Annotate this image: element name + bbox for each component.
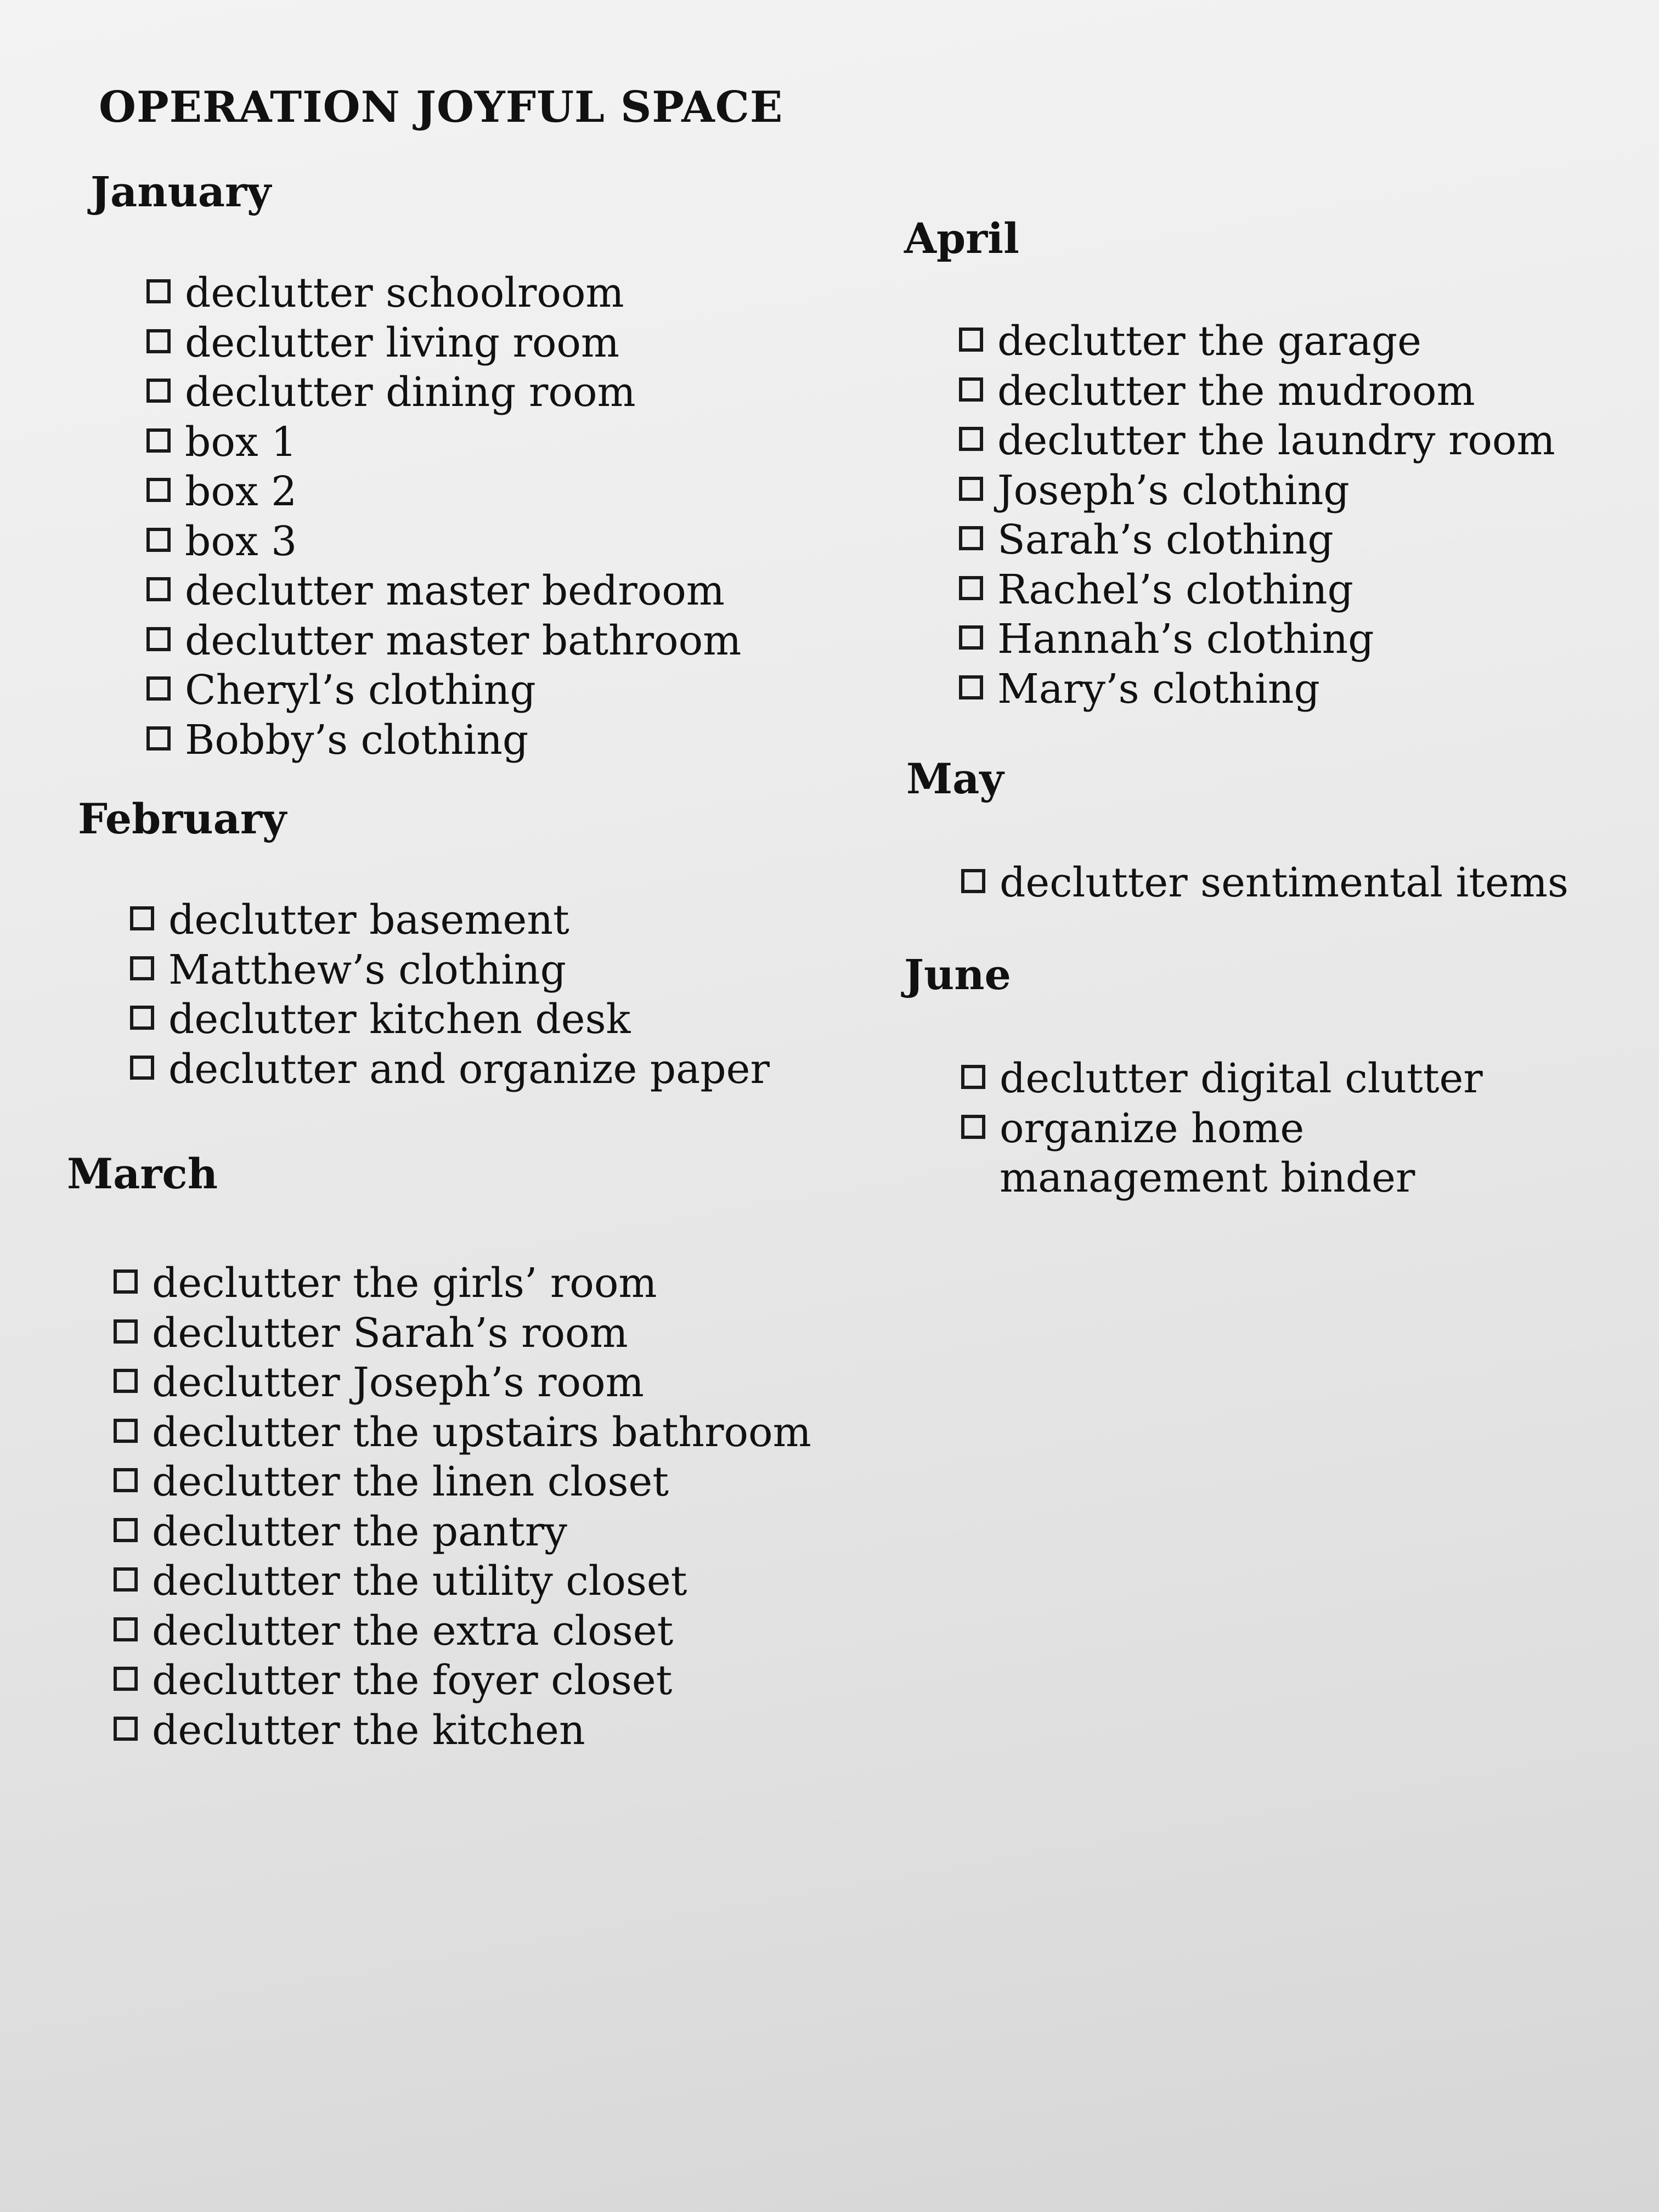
checkbox[interactable]	[146, 676, 171, 701]
checklist-item	[959, 466, 1555, 516]
checklist-item	[961, 1104, 1548, 1203]
checklist-item	[114, 1706, 811, 1756]
checkbox[interactable]	[146, 428, 171, 453]
section-june	[904, 950, 1548, 1203]
checklist-item	[114, 1259, 811, 1308]
checklist-item	[146, 368, 741, 417]
checklist-item	[959, 515, 1555, 565]
month-heading-april: April	[904, 214, 1019, 263]
checkbox[interactable]	[146, 478, 171, 502]
checklist-item-label: organize home management binder	[1000, 1104, 1415, 1201]
checklist-item	[114, 1408, 811, 1458]
checkbox[interactable]	[959, 427, 983, 451]
checklist-june	[961, 1054, 1548, 1203]
checkbox[interactable]	[114, 1667, 138, 1691]
checklist-item	[959, 416, 1555, 466]
page-title: OPERATION JOYFUL SPACE	[99, 82, 783, 132]
checklist-item-label: declutter Sarah’s room	[152, 1309, 628, 1357]
checklist-january	[146, 268, 741, 765]
checklist-item	[959, 614, 1555, 664]
checklist-item-label: declutter dining room	[185, 369, 636, 416]
checklist-item-label: Joseph’s clothing	[997, 466, 1350, 514]
checklist-item-label: declutter the linen closet	[152, 1458, 669, 1505]
checkbox[interactable]	[130, 906, 154, 930]
checklist-item-label: Rachel’s clothing	[997, 566, 1353, 613]
checkbox[interactable]	[961, 1065, 985, 1089]
checkbox[interactable]	[130, 1006, 154, 1030]
checklist-item	[146, 268, 741, 318]
checklist-item-label: declutter living room	[185, 319, 620, 366]
checklist-item-label: box 2	[185, 468, 297, 515]
checklist-item-label: box 1	[185, 418, 297, 466]
checklist-item-label: box 3	[185, 517, 297, 565]
checkbox[interactable]	[146, 379, 171, 403]
checklist-item	[114, 1656, 811, 1706]
checklist-item	[114, 1556, 811, 1606]
checklist-item	[114, 1606, 811, 1656]
checklist-item-label: Hannah’s clothing	[997, 616, 1374, 663]
checklist-item	[959, 565, 1555, 615]
checklist-item-label: declutter schoolroom	[185, 269, 624, 317]
section-april	[904, 214, 1555, 714]
checkbox[interactable]	[114, 1617, 138, 1641]
checkbox[interactable]	[961, 1115, 985, 1139]
checklist-item-label: declutter digital clutter	[1000, 1055, 1483, 1102]
checklist-item-label: declutter sentimental items	[1000, 859, 1568, 906]
checklist-item	[146, 417, 741, 467]
month-heading-may: May	[906, 754, 1004, 803]
checklist-item	[114, 1308, 811, 1358]
checklist-item-label: declutter the mudroom	[997, 367, 1475, 415]
checkbox[interactable]	[114, 1518, 138, 1542]
checkbox[interactable]	[114, 1468, 138, 1492]
section-january	[91, 167, 741, 765]
checklist-item-label: Matthew’s clothing	[168, 946, 566, 994]
checklist-item-label: declutter the laundry room	[997, 417, 1555, 464]
checklist-item	[146, 715, 741, 765]
checkbox[interactable]	[114, 1269, 138, 1294]
checkbox[interactable]	[959, 328, 983, 352]
checklist-item	[130, 945, 770, 995]
checklist-item	[114, 1358, 811, 1408]
month-heading-february: February	[78, 794, 287, 843]
checklist-item	[146, 616, 741, 666]
checklist-item	[959, 317, 1555, 366]
checkbox[interactable]	[146, 577, 171, 601]
checklist-item	[130, 1045, 770, 1094]
checklist-item	[959, 366, 1555, 416]
checklist-item	[146, 566, 741, 616]
checklist-item	[146, 665, 741, 715]
checklist-item-label: declutter the foyer closet	[152, 1657, 673, 1704]
checklist-item	[114, 1507, 811, 1557]
checklist-april	[959, 317, 1555, 714]
checklist-item-label: declutter the pantry	[152, 1508, 567, 1555]
checkbox[interactable]	[114, 1419, 138, 1443]
checklist-item	[959, 664, 1555, 714]
checklist-item-label: declutter the upstairs bathroom	[152, 1408, 811, 1456]
checkbox[interactable]	[959, 576, 983, 600]
checklist-item	[130, 895, 770, 945]
checklist-march	[114, 1259, 811, 1755]
checkbox[interactable]	[146, 528, 171, 552]
checkbox[interactable]	[114, 1369, 138, 1393]
checkbox[interactable]	[114, 1319, 138, 1344]
section-february	[78, 794, 770, 1094]
checkbox[interactable]	[146, 279, 171, 303]
checklist-item	[146, 517, 741, 567]
checkbox[interactable]	[959, 625, 983, 650]
checklist-item-label: Cheryl’s clothing	[185, 667, 536, 714]
checklist-february	[130, 895, 770, 1094]
checkbox[interactable]	[959, 477, 983, 501]
month-heading-march: March	[67, 1149, 218, 1198]
section-march	[67, 1149, 811, 1755]
checklist-item	[114, 1457, 811, 1507]
checkbox[interactable]	[146, 329, 171, 353]
checklist-item-label: Mary’s clothing	[997, 665, 1320, 713]
section-may	[906, 754, 1568, 908]
checklist-item-label: declutter the garage	[997, 318, 1421, 365]
checklist-item-label: declutter Joseph’s room	[152, 1359, 644, 1406]
checkbox[interactable]	[146, 726, 171, 751]
checklist-item	[146, 318, 741, 368]
checklist-item	[961, 1054, 1548, 1104]
checkbox[interactable]	[959, 526, 983, 550]
checklist-may	[961, 858, 1568, 908]
checklist-item-label: declutter master bedroom	[185, 567, 725, 614]
checklist-item-label: declutter the kitchen	[152, 1706, 585, 1754]
checklist-item-label: declutter the girls’ room	[152, 1260, 657, 1307]
checkbox[interactable]	[130, 956, 154, 980]
checklist-item-label: declutter and organize paper	[168, 1045, 770, 1093]
checklist-item-label: Sarah’s clothing	[997, 516, 1334, 563]
checklist-item-label: declutter kitchen desk	[168, 996, 631, 1043]
checkbox[interactable]	[959, 377, 983, 402]
checkbox[interactable]	[961, 869, 985, 893]
checklist-item	[961, 858, 1568, 908]
checklist-item-label: declutter master bathroom	[185, 617, 742, 664]
checkbox[interactable]	[959, 675, 983, 699]
checkbox[interactable]	[114, 1717, 138, 1741]
checkbox[interactable]	[114, 1567, 138, 1592]
checklist-item-label: declutter the utility closet	[152, 1558, 687, 1605]
checklist-item-label: declutter basement	[168, 896, 569, 944]
checklist-item	[130, 995, 770, 1045]
checkbox[interactable]	[146, 627, 171, 651]
month-heading-january: January	[91, 167, 272, 216]
checklist-item-label: Bobby’s clothing	[185, 716, 529, 764]
checklist-item-label: declutter the extra closet	[152, 1607, 674, 1655]
checklist-item	[146, 467, 741, 517]
checkbox[interactable]	[130, 1056, 154, 1080]
month-heading-june: June	[904, 950, 1011, 999]
